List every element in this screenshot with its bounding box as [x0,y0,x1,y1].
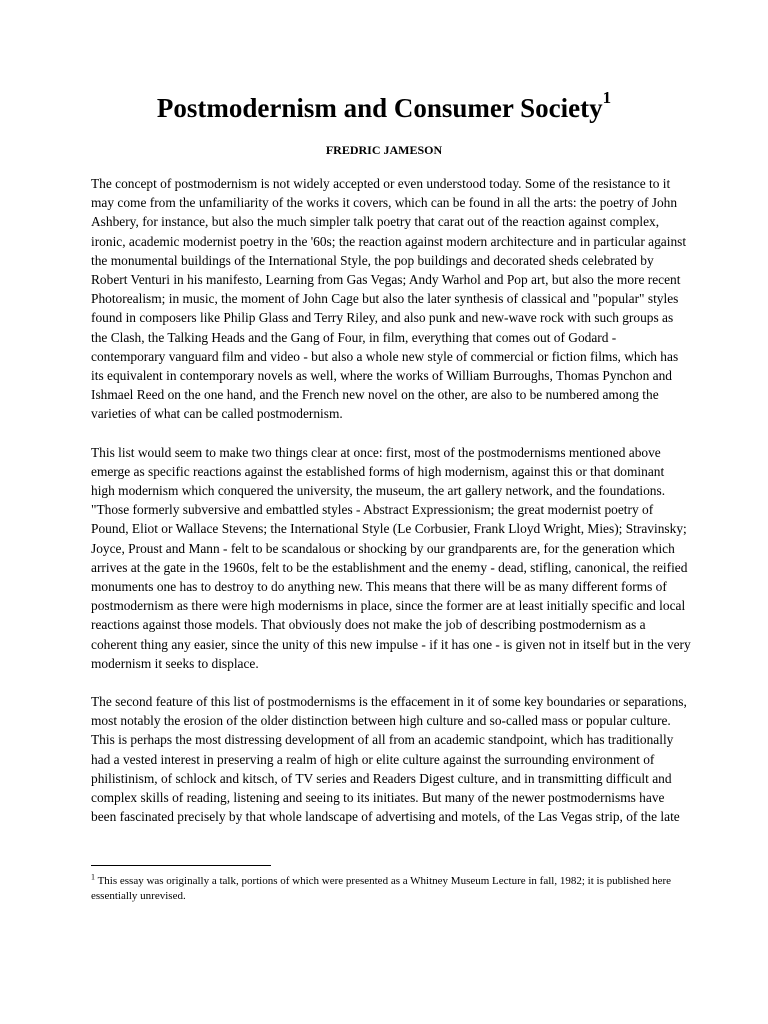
paragraph-3: The second feature of this list of postmodernisms is the effacement in it of some key boundaries or separations, most notably the erosion of the older distinction between high culture and so-called mass or popular culture. This is perhaps the most distressing development of all from an academic standpoint, which has traditionally had a vested interest in preserving a realm of high or elite culture against the surrounding environment of philistinism, of schlock and kitsch, of TV series and Readers Digest culture, and in transmitting difficult and complex skills of reading, listening and seeing to its initiates. But many of the newer postmodernisms have been fascinated precisely by that whole landscape of advertising and motels, of the Las Vegas strip, of the late [91,694,687,825]
document-title [0,88,768,128]
footnote [91,874,691,904]
paragraph-2: This list would seem to make two things clear at once: first, most of the postmodernisms mentioned above emerge as specific reactions against the established forms of high modernism, against this or that dominant high modernism which conquered the university, the museum, the art gallery network, and the foundations. "Those formerly subversive and embattled styles - Abstract Expressionism; the great modernist poetry of Pound, Eliot or Wallace Stevens; the International Style (Le Corbusier, Frank Lloyd Wright, Mies); Stravinsky; Joyce, Proust and Mann - felt to be scandalous or shocking by our grandparents are, for the generation which arrives at the gate in the 1960s, felt to be the establishment and the enemy - dead, stifling, canonical, the reified monuments one has to destroy to do anything new. This means that there will be as many different forms of postmodernism as there were high modernisms in place, since the former are at least initially specific and local reactions against those models. That obviously does not make the job of describing postmodernism as a coherent thing any easier, since the unity of this new impulse - if it has one - is given not in itself but in the very modernism it seeks to displace. [91,444,691,671]
footnote-text: This essay was originally a talk, portions of which were presented as a Whitney Museum Lecture in fall, 1982; it is published here essentially unrevised. [91,875,672,902]
paragraph-1: The concept of postmodernism is not widely accepted or even understood today. Some of the resistance to it may come from the unfamiliarity of the works it covers, which can be found in all the arts: the poetry of John Ashbery, for instance, but also the much simpler talk poetry that carat out of the reaction against complex, ironic, academic modernist poetry in the '60s; the reaction against modern architecture and in particular against the monumental buildings of the International Style, the pop buildings and decorated sheds celebrated by Robert Venturi in his manifesto, Learning from Gas Vegas; Andy Warhol and Pop art, but also the more recent Photorealism; in music, the moment of John Cage but also the later synthesis of classical and "popular" styles found in composers like Philip Glass and Terry Riley, and also punk and new-wave rock with such groups as the Clash, the Talking Heads and the Gang of Four, in film, everything that comes out of Godard - contemporary vanguard film and video - but also a whole new style of commercial or fiction films, which has its equivalent in contemporary novels as well, where the works of William Burroughs, Thomas Pynchon and Ishmael Reed on the one hand, and the French new novel on the other, are also to be numbered among the varieties of what can be called postmodernism. [91,176,687,422]
footnote-divider [91,865,271,866]
title-footnote-mark: 1 [602,88,612,107]
body-text [91,174,691,846]
document-title-text: Postmodernism and Consumer Society [156,93,603,123]
footnote-mark: 1 [91,872,95,882]
author-name: FREDRIC JAMESON [325,143,443,157]
